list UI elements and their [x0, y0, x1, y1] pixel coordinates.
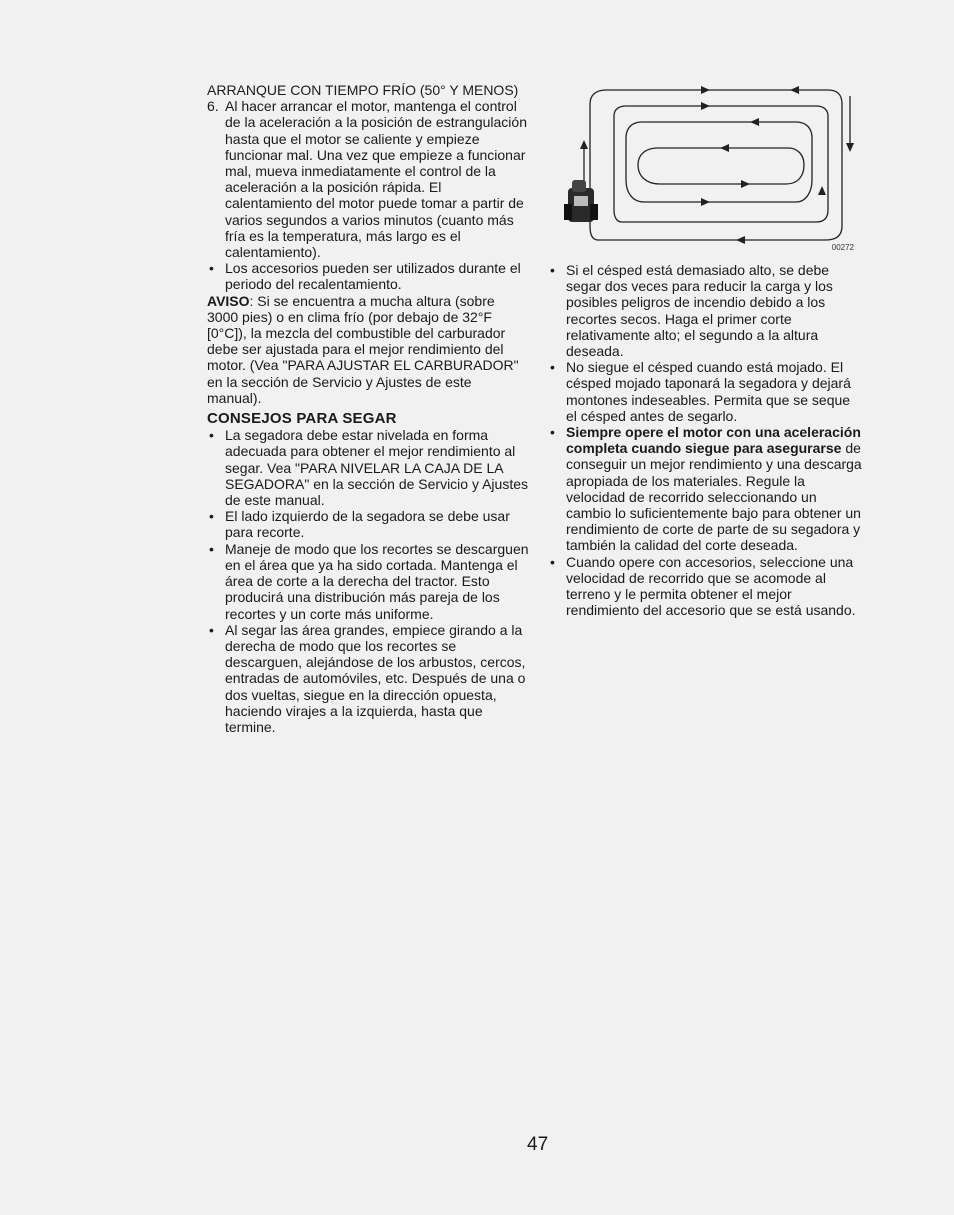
bullet-full-throttle-bold: Siempre opere el motor con una aceleración completa cuando siegue para asegurarse — [566, 424, 861, 457]
bullet-tall-grass — [548, 262, 864, 359]
cold-start-heading: ARRANQUE CON TIEMPO FRÍO (50° Y MENOS) — [207, 82, 519, 98]
bullet-wet-grass-text: No siegue el césped cuando está mojado. El césped mojado taponará la segadora y dejará montones indeseables. Permita que se seque el césped antes de segarlo. — [566, 359, 851, 424]
step-6 — [207, 98, 529, 260]
bullet-accessories-text: Los accesorios pueden ser utilizados durante el periodo del recalentamiento. — [225, 260, 521, 293]
bullet-icon: • — [550, 359, 555, 376]
figure-code: 00272 — [831, 243, 854, 252]
mowing-tip — [207, 622, 529, 735]
mowing-tips-heading: CONSEJOS PARA SEGAR — [207, 410, 397, 428]
mowing-tip-text: Al segar las área grandes, empiece girando a la derecha de modo que los recortes se descarguen, alejándose de los arbustos, cercos, entradas de automóviles, etc. Después de una o dos vueltas, siegue en la dirección opuesta, haciendo virajes a la izquierda, hasta que termine. — [225, 621, 526, 735]
bullet-icon: • — [550, 262, 555, 278]
bullet-icon: • — [550, 553, 555, 570]
bullet-accessories — [207, 260, 529, 292]
aviso-paragraph — [207, 293, 529, 406]
bullet-wet-grass — [548, 359, 864, 424]
mowing-tip-text: Maneje de modo que los recortes se descarguen en el área que ya ha sido cortada. Mantenga el área de corte a la derecha del tractor. Esto producirá una distribución más pareja de los recortes y un corte más uniforme. — [225, 540, 529, 622]
step-6-text: Al hacer arrancar el motor, mantenga el control de la aceleración a la posición de estrangulación hasta que el motor se caliente y empieze funcionar mal. Una vez que empieze a funcionar mal, mueva inmediatamente el control de la aceleración a la posición rápida. El calentamiento del motor puede tomar a partir de varios segundos a varios minutos (cuanto más fría es la temperatura, más largo es el calentamiento). — [225, 98, 527, 261]
bullet-icon: • — [550, 424, 555, 441]
mowing-pattern-diagram — [560, 86, 860, 254]
aviso-label: AVISO — [207, 292, 250, 309]
bullet-attachments-text: Cuando opere con accesorios, seleccione una velocidad de recorrido que se acomode al terreno y le permita obtener el mejor rendimiento del accesorio que se está usando. — [566, 553, 856, 619]
bullet-icon: • — [209, 427, 214, 444]
mowing-tip-text: El lado izquierdo de la segadora se debe usar para recorte. — [225, 508, 510, 541]
bullet-icon: • — [209, 508, 214, 525]
left-column — [207, 82, 529, 735]
page-number: 47 — [527, 1134, 549, 1155]
aviso-text: : Si se encuentra a mucha altura (sobre 3000 pies) o en clima frío (por debajo de 32°F [0°C]), la mezcla del combustible del carburador debe ser ajustada para el mejor rendimiento del motor. (Vea "PARA AJUSTAR EL CARBURADOR" en la sección de Servicio y Ajustes de este manual). — [207, 292, 519, 406]
bullet-tall-grass-text: Si el césped está demasiado alto, se debe segar dos veces para reducir la carga y los posibles peligros de incendio debido a los recortes secos. Haga el primer corte relativamente alto; el segundo a la altura deseada. — [566, 262, 833, 360]
bullet-icon: • — [209, 621, 214, 638]
step-number: 6. — [207, 98, 219, 115]
mowing-tip — [207, 427, 529, 508]
bullet-icon: • — [209, 260, 214, 277]
bullet-attachments — [548, 554, 864, 619]
mowing-tip-text: La segadora debe estar nivelada en forma adecuada para obtener el mejor rendimiento al segar. Vea "PARA NIVELAR LA CAJA DE LA SEGADORA" en la sección de Servicio y Ajustes de este manual. — [225, 427, 528, 509]
right-column — [548, 262, 864, 618]
tractor-icon — [564, 180, 598, 222]
bullet-full-throttle-text: de conseguir un mejor rendimiento y una descarga apropiada de los materiales. Regule la velocidad de recorrido seleccionando un cambio lo suficientemente bajo para obtener un rendimiento de corte de parte de su segadora y también la calidad del corte deseada. — [566, 440, 862, 554]
mowing-pattern-figure — [560, 86, 860, 254]
mowing-tip — [207, 541, 529, 622]
bullet-full-throttle — [548, 424, 864, 554]
bullet-icon: • — [209, 540, 214, 557]
mowing-tip — [207, 508, 529, 540]
